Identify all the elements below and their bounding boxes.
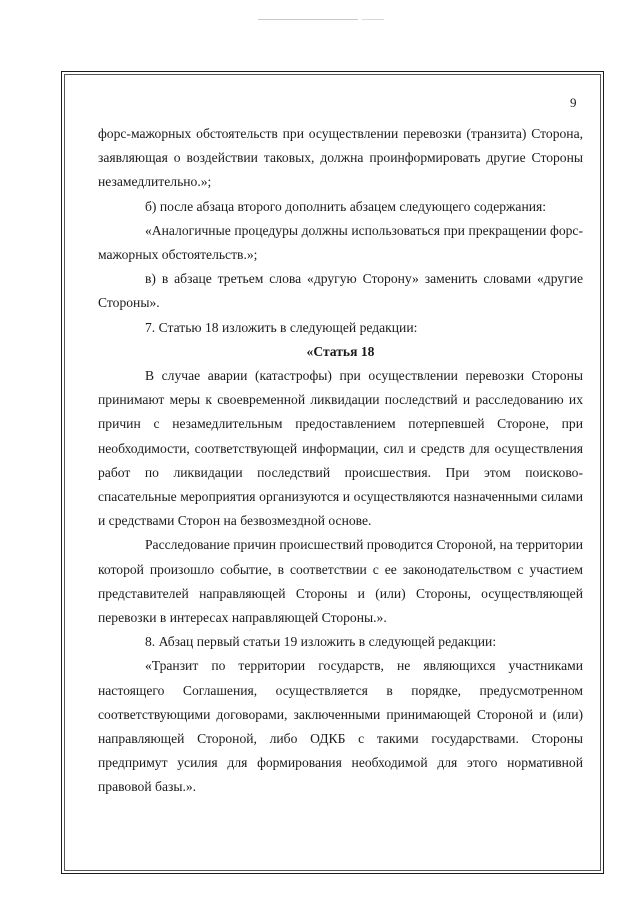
scan-artifact-line bbox=[258, 19, 358, 20]
page-number: 9 bbox=[570, 95, 577, 110]
paragraph: В случае аварии (катастрофы) при осуществлении перевозки Стороны принимают меры к своевременной ликвидации последствий и расследованию их причин с незамедлительным предоставлением потерпевшей Стороне, при необходимости, соответствующей информации, сил и средств для осуществления работ по ликвидации последствий происшествия. При этом поисково-спасательные мероприятия организуются и осуществляются назначенными силами и средствами Сторон на безвозмездной основе. bbox=[98, 368, 583, 529]
document-body bbox=[98, 122, 583, 800]
paragraph: Расследование причин происшествий проводится Стороной, на территории которой произошло событие, в соответствии с ее законодательством с участием представителей направляющей Стороны и (или) Стороны, осуществляющей перевозки в интересах направляющей Стороны.». bbox=[98, 537, 583, 626]
paragraph: в) в абзаце третьем слова «другую Сторону» заменить словами «другие Стороны». bbox=[98, 271, 583, 311]
paragraph: «Аналогичные процедуры должны использоваться при прекращении форс-мажорных обстоятельств.»; bbox=[98, 222, 583, 263]
paragraph: 8. Абзац первый статьи 19 изложить в следующей редакции: bbox=[145, 634, 497, 650]
paragraph: б) после абзаца второго дополнить абзацем следующего содержания: bbox=[145, 198, 547, 214]
article-heading: «Статья 18 bbox=[306, 343, 375, 359]
scan-artifact-line bbox=[362, 19, 384, 20]
paragraph: «Транзит по территории государств, не являющихся участниками настоящего Соглашения, осуществляется в порядке, предусмотренном соответствующими договорами, заключенными принимающей Стороной и (или) направляющей Стороной, либо ОДКБ с такими государствами. Стороны предпримут усилия для формирования необходимой для этого нормативной правовой базы.». bbox=[98, 658, 583, 795]
paragraph: 7. Статью 18 изложить в следующей редакции: bbox=[145, 319, 418, 335]
paragraph: форс-мажорных обстоятельств при осуществлении перевозки (транзита) Сторона, заявляющая о воздействии таковых, должна проинформировать другие Стороны незамедлительно.»; bbox=[98, 126, 583, 190]
